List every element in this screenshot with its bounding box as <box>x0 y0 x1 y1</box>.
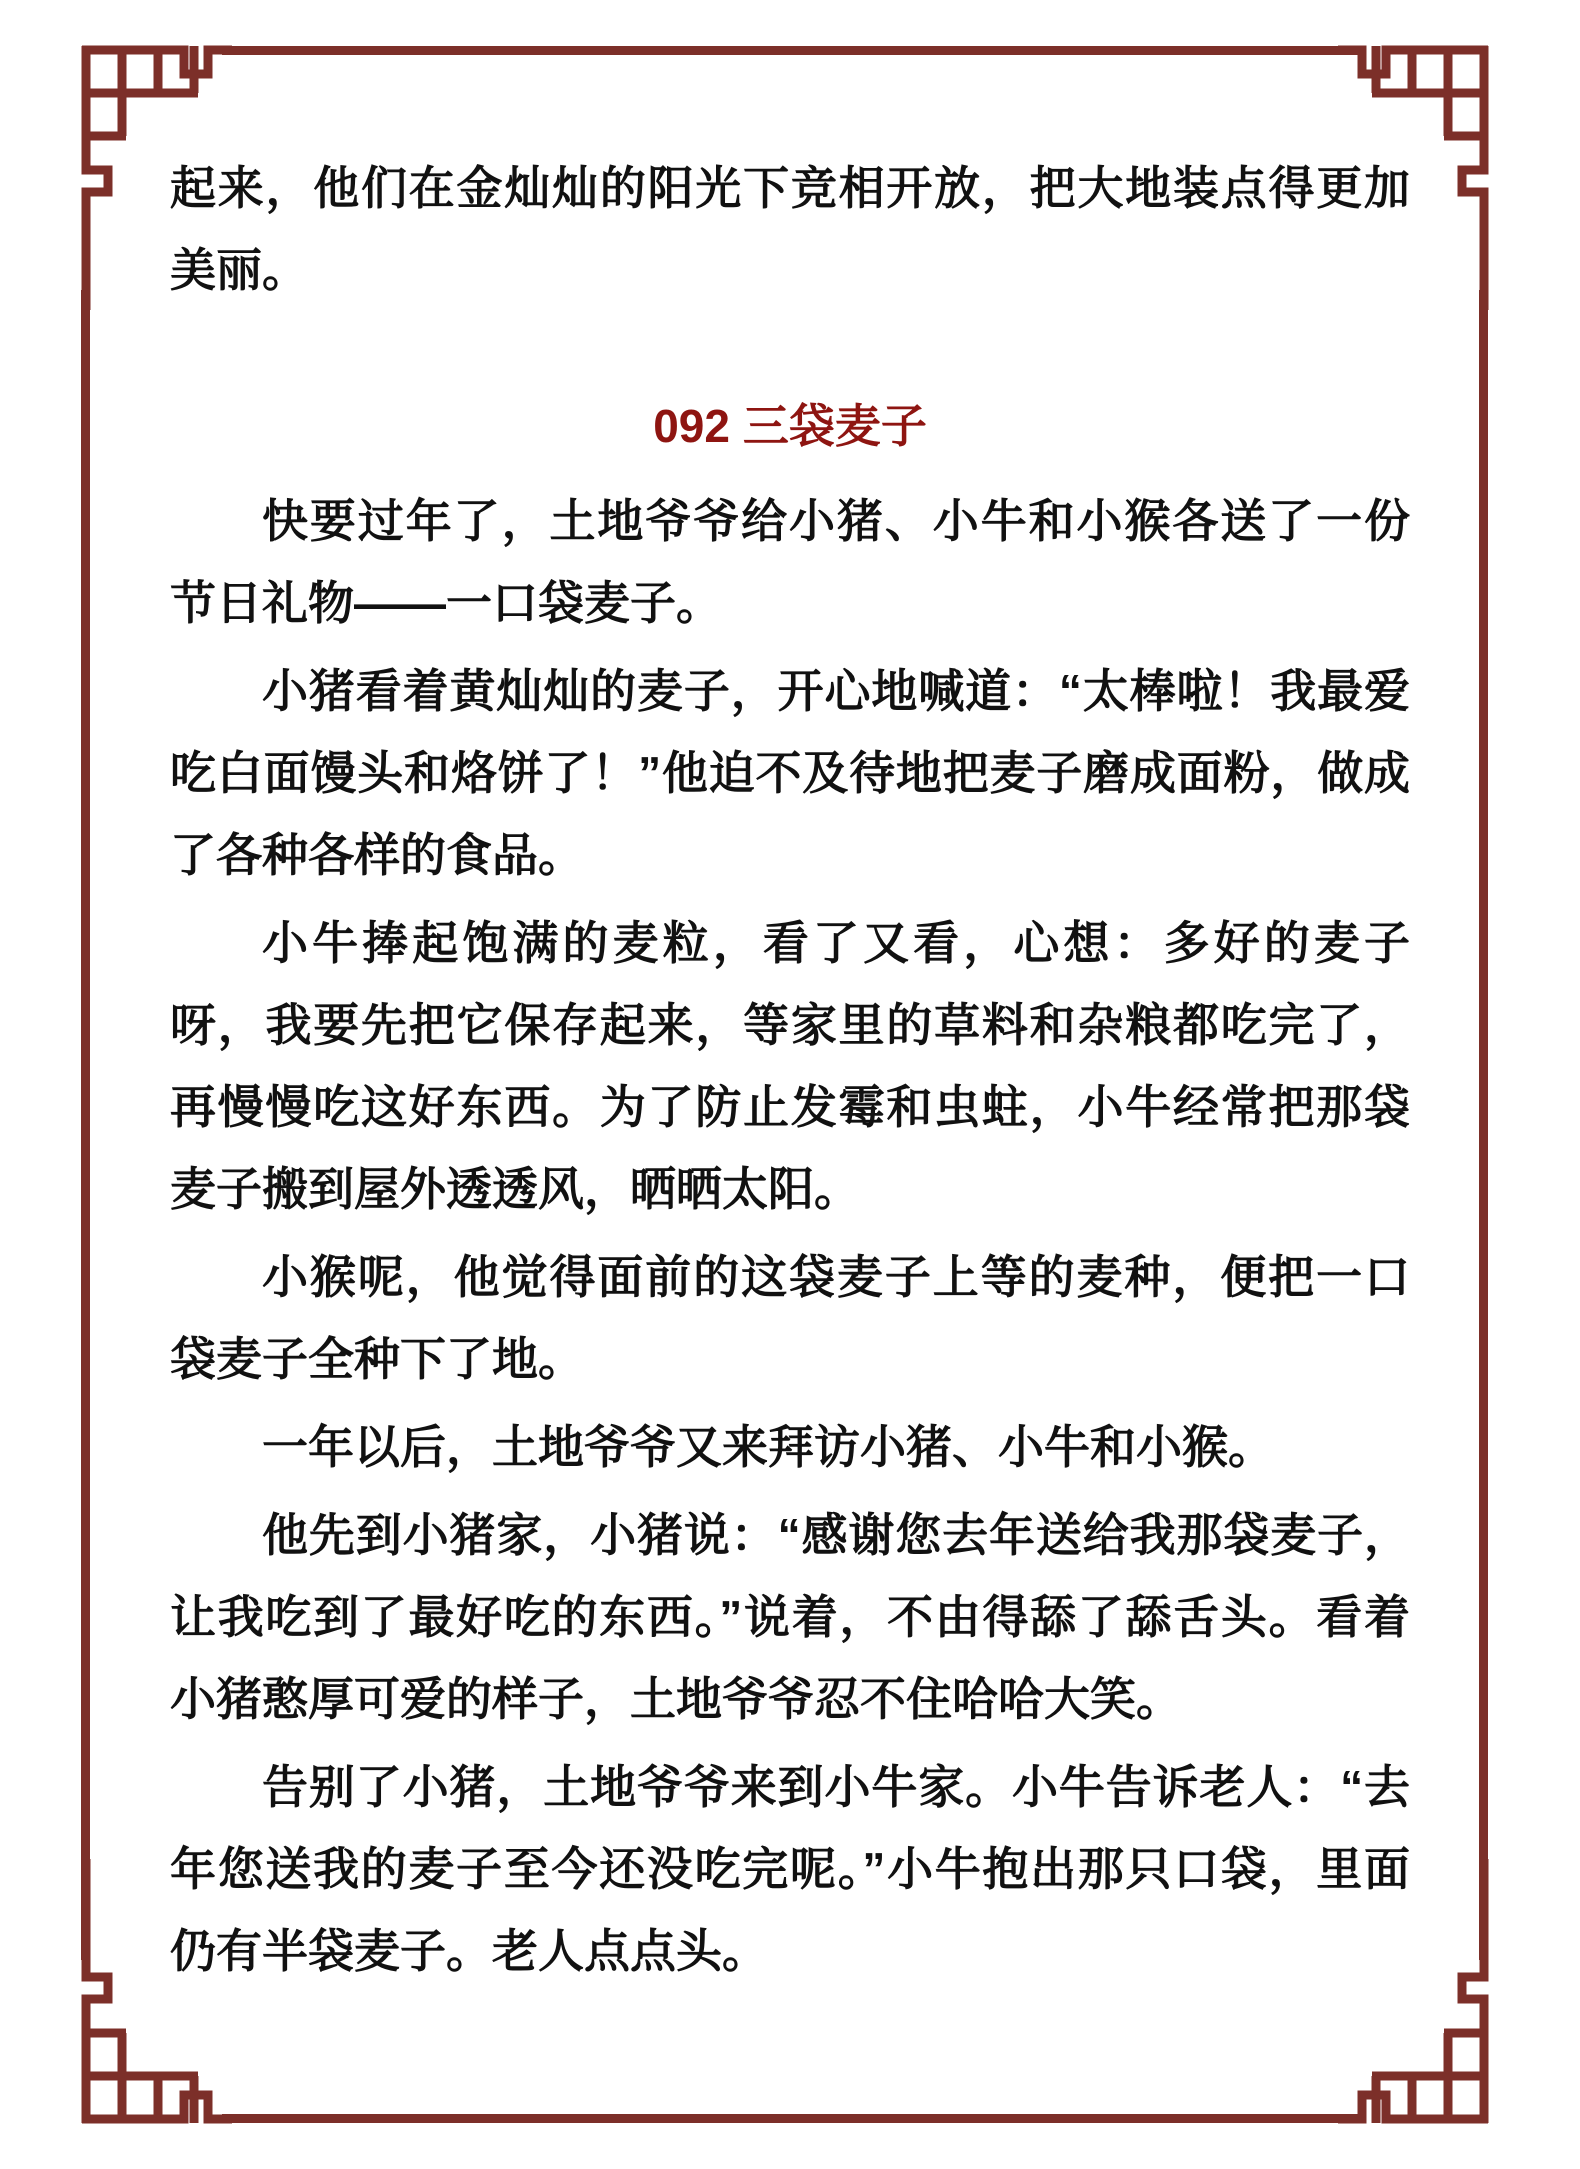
story-paragraph: 小猪看着黄灿灿的麦子，开心地喊道：“太棒啦！我最爱吃白面馒头和烙饼了！”他迫不及待地把麦子磨成面粉，做成了各种各样的食品。 <box>170 665 1410 881</box>
story-paragraph: 告别了小猪，土地爷爷来到小牛家。小牛告诉老人：“去年您送我的麦子至今还没吃完呢。”小牛抱出那只口袋，里面仍有半袋麦子。老人点点头。 <box>170 1761 1410 1977</box>
story-paragraph: 快要过年了，土地爷爷给小猪、小牛和小猴各送了一份节日礼物——一口袋麦子。 <box>170 495 1410 629</box>
story-paragraph: 他先到小猪家，小猪说：“感谢您去年送给我那袋麦子，让我吃到了最好吃的东西。”说着，不由得舔了舔舌头。看着小猪憨厚可爱的样子，土地爷爷忍不住哈哈大笑。 <box>170 1509 1410 1725</box>
story-paragraph: 一年以后，土地爷爷又来拜访小猪、小牛和小猴。 <box>262 1421 1274 1473</box>
story-title-text: 三袋麦子 <box>742 400 927 452</box>
frame-border-top <box>222 46 1362 55</box>
page-title <box>170 396 1410 456</box>
story-content <box>170 147 1410 1998</box>
story-paragraph: 小猴呢，他觉得面前的这袋麦子上等的麦种，便把一口袋麦子全种下了地。 <box>170 1251 1410 1385</box>
story-paragraph: 小牛捧起饱满的麦粒，看了又看，心想：多好的麦子呀，我要先把它保存起来，等家里的草料和杂粮都吃完了，再慢慢吃这好东西。为了防止发霉和虫蛀，小牛经常把那袋麦子搬到屋外透透风，晒晒太阳。 <box>170 917 1410 1215</box>
previous-story-continuation: 起来，他们在金灿灿的阳光下竞相开放，把大地装点得更加美丽。 <box>170 162 1410 296</box>
frame-border-left <box>81 290 90 1960</box>
frame-border-bottom <box>222 2114 1362 2123</box>
frame-border-right <box>1479 290 1488 1960</box>
story-number: 092 <box>653 400 730 452</box>
story-paragraphs <box>170 480 1410 1992</box>
